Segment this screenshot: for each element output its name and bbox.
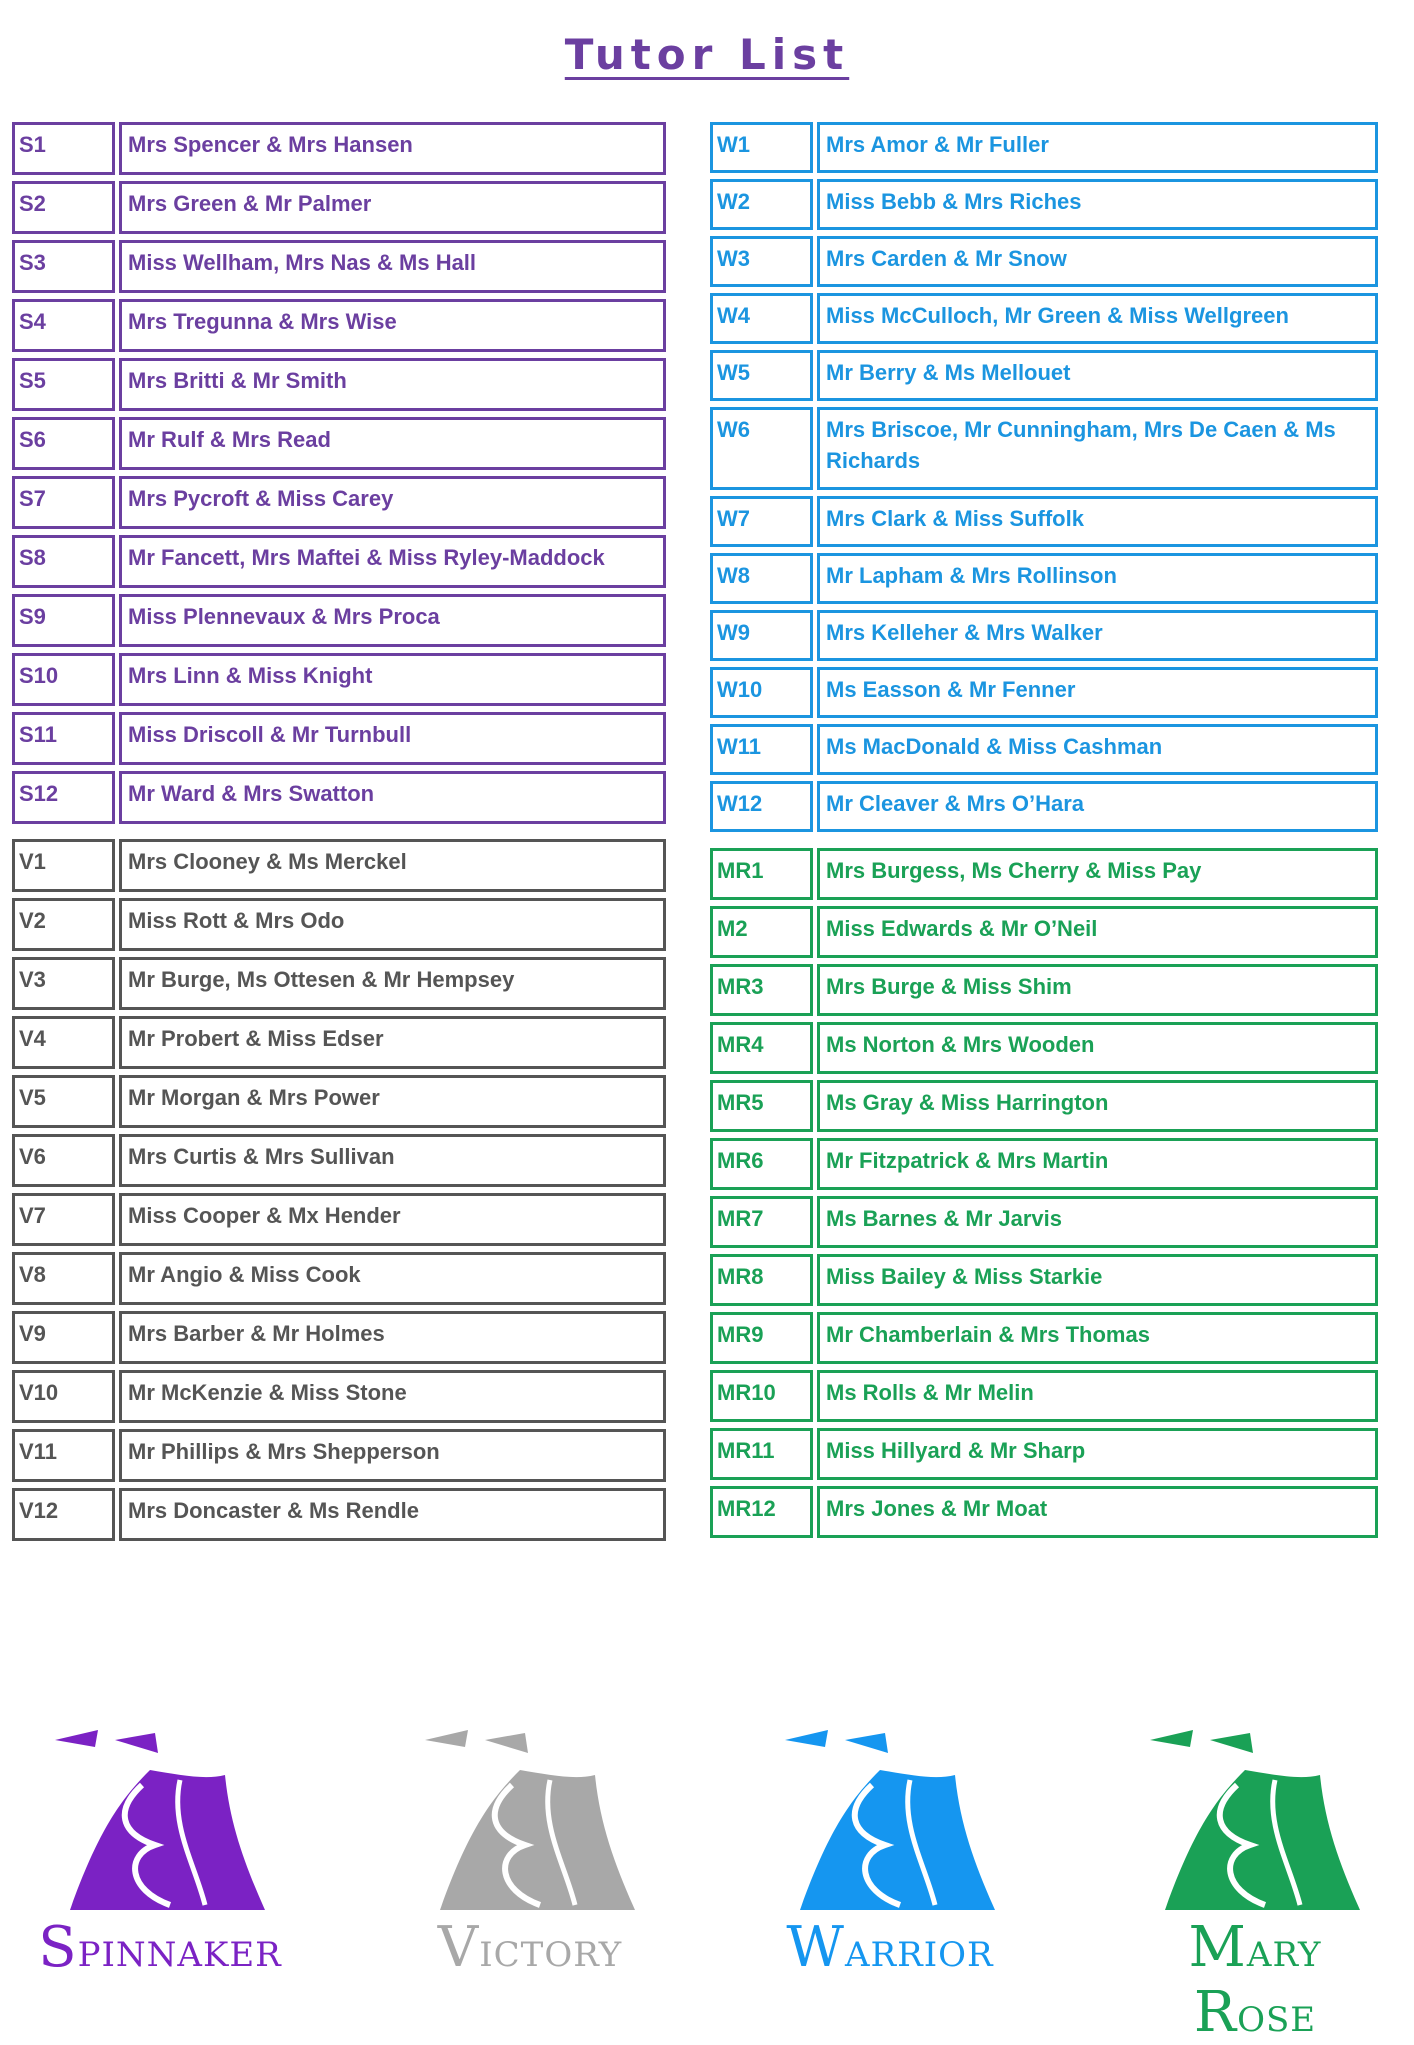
victory-logo [400,1715,660,1980]
ship-sails-icon [1125,1715,1385,1925]
tutor-names: Mrs Britti & Mr Smith [119,358,666,411]
tutor-names: Mrs Jones & Mr Moat [817,1486,1378,1538]
spinnaker-logo [30,1715,290,1980]
tutor-names: Mrs Doncaster & Ms Rendle [119,1488,666,1541]
spinnaker-logo-wordmark: SPINNAKER [38,1915,282,1980]
tutor-names: Mr Chamberlain & Mrs Thomas [817,1312,1378,1364]
tutor-names: Mr Lapham & Mrs Rollinson [817,553,1378,604]
ship-sails-icon [30,1715,290,1925]
tutor-group-code: W4 [710,293,813,344]
tutor-names: Mr Angio & Miss Cook [119,1252,666,1305]
tutor-names: Mrs Burgess, Ms Cherry & Miss Pay [817,848,1378,900]
tutor-group-code: MR3 [710,964,813,1016]
tutor-names: Miss McCulloch, Mr Green & Miss Wellgreen [817,293,1378,344]
tutor-names: Mr Berry & Ms Mellouet [817,350,1378,401]
tutor-names: Mrs Carden & Mr Snow [817,236,1378,287]
tutor-group-code: V5 [12,1075,115,1128]
tutor-group-code: V12 [12,1488,115,1541]
tutor-names: Miss Rott & Mrs Odo [119,898,666,951]
page-title-text: Tutor List [564,30,850,79]
tutor-group-code: W11 [710,724,813,775]
tutor-names: Mr Ward & Mrs Swatton [119,771,666,824]
tutor-names: Mrs Linn & Miss Knight [119,653,666,706]
tutor-names: Mr Phillips & Mrs Shepperson [119,1429,666,1482]
tutor-group-code: MR10 [710,1370,813,1422]
tutor-names: Miss Plennevaux & Mrs Proca [119,594,666,647]
tutor-group-code: S10 [12,653,115,706]
tutor-names: Mrs Kelleher & Mrs Walker [817,610,1378,661]
tutor-names: Mrs Tregunna & Mrs Wise [119,299,666,352]
house-logos [0,1715,1414,2045]
tutor-group-code: W3 [710,236,813,287]
tutor-group-code: V2 [12,898,115,951]
tutor-group-code: MR6 [710,1138,813,1190]
tutor-group-code: W7 [710,496,813,547]
warrior-logo-wordmark: WARRIOR [786,1915,994,1980]
tutor-names: Miss Edwards & Mr O’Neil [817,906,1378,958]
tutor-names: Ms Gray & Miss Harrington [817,1080,1378,1132]
tutor-names: Miss Driscoll & Mr Turnbull [119,712,666,765]
tutor-group-code: W10 [710,667,813,718]
tutor-group-code: S8 [12,535,115,588]
tutor-group-code: V11 [12,1429,115,1482]
tutor-group-code: W2 [710,179,813,230]
tutor-group-code: W9 [710,610,813,661]
ship-sails-icon [400,1715,660,1925]
tutor-names: Ms Barnes & Mr Jarvis [817,1196,1378,1248]
tutor-names: Mrs Clooney & Ms Merckel [119,839,666,892]
maryrose-logo [1125,1715,1385,2045]
victory-logo-wordmark: VICTORY [437,1915,623,1980]
tutor-group-code: V1 [12,839,115,892]
tutor-group-code: W1 [710,122,813,173]
tutor-group-code: M2 [710,906,813,958]
tutor-group-code: V3 [12,957,115,1010]
tutor-names: Mr Probert & Miss Edser [119,1016,666,1069]
tutor-group-code: S7 [12,476,115,529]
tutor-group-code: MR9 [710,1312,813,1364]
tutor-names: Miss Cooper & Mx Hender [119,1193,666,1246]
tutor-names: Ms Easson & Mr Fenner [817,667,1378,718]
tutor-group-code: V10 [12,1370,115,1423]
tutor-group-code: MR4 [710,1022,813,1074]
tutor-group-code: S3 [12,240,115,293]
tutor-group-code: S4 [12,299,115,352]
tutor-names: Mr Fitzpatrick & Mrs Martin [817,1138,1378,1190]
tutor-names: Miss Bailey & Miss Starkie [817,1254,1378,1306]
tutor-group-code: V6 [12,1134,115,1187]
tutor-group-code: S6 [12,417,115,470]
tutor-group-code: W8 [710,553,813,604]
tutor-group-code: V7 [12,1193,115,1246]
tutor-group-code: V8 [12,1252,115,1305]
ship-sails-icon [760,1715,1020,1925]
tutor-group-code: MR8 [710,1254,813,1306]
tutor-group-code: S12 [12,771,115,824]
warrior-logo [760,1715,1020,1980]
tutor-group-code: S2 [12,181,115,234]
tutor-names: Mrs Curtis & Mrs Sullivan [119,1134,666,1187]
tutor-group-code: MR12 [710,1486,813,1538]
tutor-names: Mrs Spencer & Mrs Hansen [119,122,666,175]
tutor-group-code: V4 [12,1016,115,1069]
tutor-names: Mr Morgan & Mrs Power [119,1075,666,1128]
tutor-group-code: MR7 [710,1196,813,1248]
tutor-names: Miss Wellham, Mrs Nas & Ms Hall [119,240,666,293]
tutor-names: Mr McKenzie & Miss Stone [119,1370,666,1423]
tutor-names: Ms Rolls & Mr Melin [817,1370,1378,1422]
tutor-names: Mrs Pycroft & Miss Carey [119,476,666,529]
tutor-names: Miss Hillyard & Mr Sharp [817,1428,1378,1480]
tutor-names: Mr Burge, Ms Ottesen & Mr Hempsey [119,957,666,1010]
tutor-group-code: S11 [12,712,115,765]
tutor-names: Mrs Barber & Mr Holmes [119,1311,666,1364]
tutor-group-code: S9 [12,594,115,647]
tutor-names: Mr Fancett, Mrs Maftei & Miss Ryley-Maddock [119,535,666,588]
tutor-names: Mr Rulf & Mrs Read [119,417,666,470]
tutor-names: Mrs Amor & Mr Fuller [817,122,1378,173]
tutor-names: Miss Bebb & Mrs Riches [817,179,1378,230]
tutor-names: Mrs Briscoe, Mr Cunningham, Mrs De Caen & Ms Richards [817,407,1378,490]
tutor-group-code: W6 [710,407,813,490]
tutor-group-code: S1 [12,122,115,175]
tutor-group-code: V9 [12,1311,115,1364]
tutor-names: Ms MacDonald & Miss Cashman [817,724,1378,775]
tutor-group-code: MR1 [710,848,813,900]
tutor-group-code: W5 [710,350,813,401]
tutor-names: Mrs Burge & Miss Shim [817,964,1378,1016]
tutor-group-code: S5 [12,358,115,411]
tutor-names: Mr Cleaver & Mrs O’Hara [817,781,1378,832]
tutor-names: Mrs Green & Mr Palmer [119,181,666,234]
tutor-names: Mrs Clark & Miss Suffolk [817,496,1378,547]
page-title [0,30,1414,79]
tutor-group-code: W12 [710,781,813,832]
tutor-group-code: MR5 [710,1080,813,1132]
tutor-names: Ms Norton & Mrs Wooden [817,1022,1378,1074]
tutor-group-code: MR11 [710,1428,813,1480]
maryrose-logo-wordmark: MARY ROSE [1188,1915,1322,2045]
